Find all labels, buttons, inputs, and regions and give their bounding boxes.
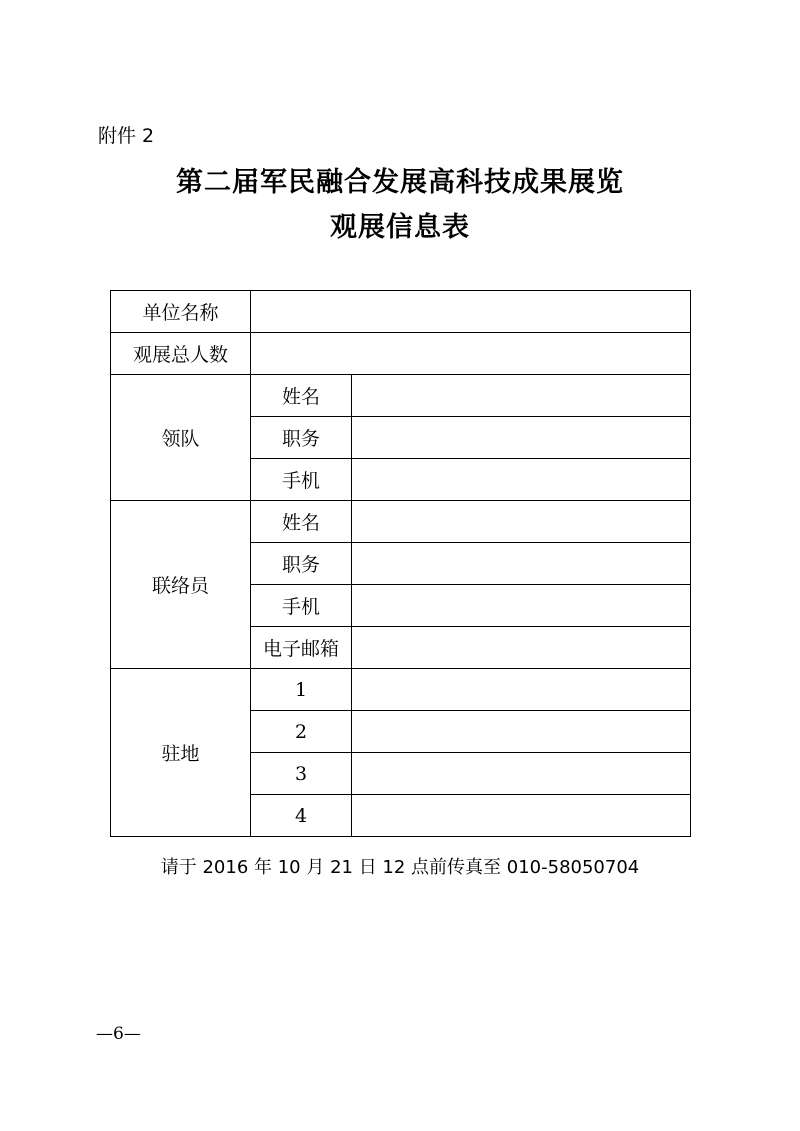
residence-field[interactable]: [352, 669, 691, 711]
unit-name-label: 单位名称: [111, 291, 251, 333]
leader-name-field[interactable]: [352, 375, 691, 417]
contact-email-label: 电子邮箱: [251, 627, 352, 669]
residence-row-number: 4: [251, 795, 352, 837]
residence-field[interactable]: [352, 711, 691, 753]
page-number: —6—: [96, 1024, 141, 1044]
residence-row-number: 3: [251, 753, 352, 795]
table-row: [111, 291, 691, 333]
document-title: 第二届军民融合发展高科技成果展览: [176, 167, 624, 198]
info-form-table: [110, 290, 691, 837]
contact-position-label: 职务: [251, 543, 352, 585]
leader-phone-field[interactable]: [352, 459, 691, 501]
leader-position-label: 职务: [251, 417, 352, 459]
leader-name-label: 姓名: [251, 375, 352, 417]
unit-name-field[interactable]: [251, 291, 691, 333]
contact-phone-field[interactable]: [352, 585, 691, 627]
residence-field[interactable]: [352, 795, 691, 837]
attachment-label: 附件 2: [98, 125, 155, 147]
residence-field[interactable]: [352, 753, 691, 795]
residence-row-number: 2: [251, 711, 352, 753]
total-visitors-label: 观展总人数: [111, 333, 251, 375]
contact-group-label: 联络员: [111, 501, 251, 669]
contact-phone-label: 手机: [251, 585, 352, 627]
fax-deadline-note: 请于 2016 年 10 月 21 日 12 点前传真至 010-58050704: [160, 857, 640, 878]
table-row: [111, 501, 691, 543]
residence-group-label: 驻地: [111, 669, 251, 837]
total-visitors-field[interactable]: [251, 333, 691, 375]
contact-name-label: 姓名: [251, 501, 352, 543]
document-subtitle: 观展信息表: [330, 212, 470, 243]
residence-row-number: 1: [251, 669, 352, 711]
contact-position-field[interactable]: [352, 543, 691, 585]
leader-group-label: 领队: [111, 375, 251, 501]
table-row: [111, 333, 691, 375]
contact-email-field[interactable]: [352, 627, 691, 669]
table-row: [111, 669, 691, 711]
table-row: [111, 375, 691, 417]
contact-name-field[interactable]: [352, 501, 691, 543]
leader-phone-label: 手机: [251, 459, 352, 501]
leader-position-field[interactable]: [352, 417, 691, 459]
